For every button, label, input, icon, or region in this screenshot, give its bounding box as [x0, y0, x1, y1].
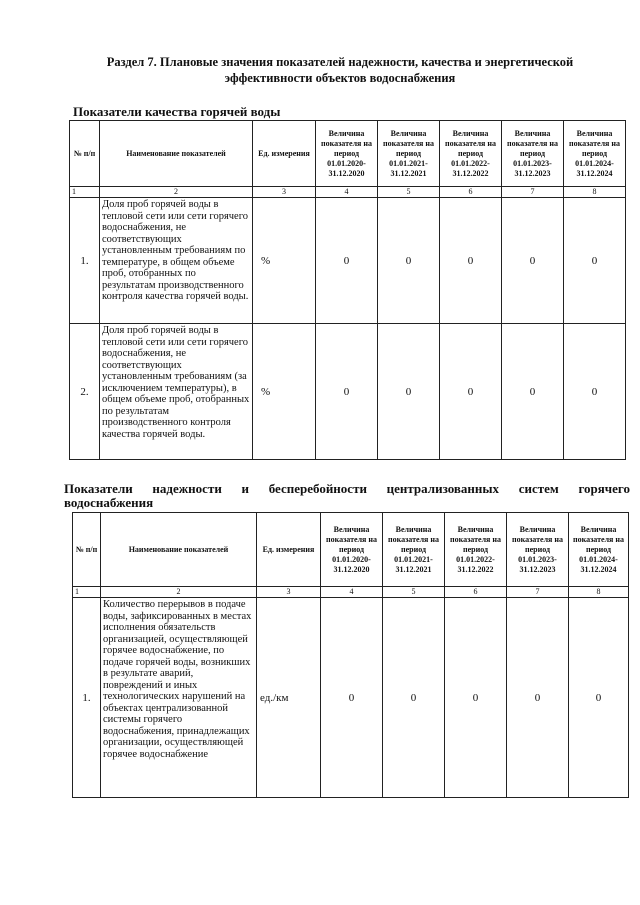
header-unit: Ед. измерения — [253, 121, 316, 187]
col-number: 1 — [73, 587, 101, 598]
row-value: 0 — [440, 324, 502, 460]
col-number: 7 — [507, 587, 569, 598]
page-title-line1: Раздел 7. Плановые значения показателей надежности, качества и энергетической — [106, 55, 574, 69]
table-row — [70, 198, 626, 324]
header-period: Величина показателя на период 01.01.2024-31.12.2024 — [564, 121, 626, 187]
header-name: Наименование показателей — [101, 513, 257, 587]
row-value: 0 — [383, 598, 445, 798]
section2-title — [64, 482, 630, 510]
page-title — [90, 54, 590, 86]
section2-title-word: и — [241, 481, 250, 496]
header-period: Величина показателя на период 01.01.2021-31.12.2021 — [383, 513, 445, 587]
col-number: 1 — [70, 187, 100, 198]
row-unit: % — [253, 198, 316, 324]
header-period: Величина показателя на период 01.01.2024-31.12.2024 — [569, 513, 629, 587]
row-value: 0 — [316, 324, 378, 460]
header-num: № п/п — [70, 121, 100, 187]
section1-title: Показатели качества горячей воды — [73, 104, 281, 119]
row-index: 1. — [73, 598, 101, 798]
col-number: 6 — [445, 587, 507, 598]
section2-title-word: систем — [518, 481, 559, 496]
col-number: 2 — [101, 587, 257, 598]
row-name: Доля проб горячей воды в тепловой сети или сети горячего водоснабжения, не соответствующих установленным требованиям (за исключением температуры), в общем объеме проб, отобранных по результатам производственного контроля качества горячей воды. — [100, 324, 253, 460]
col-number: 2 — [100, 187, 253, 198]
row-index: 1. — [70, 198, 100, 324]
table-row — [73, 598, 629, 798]
row-value: 0 — [564, 324, 626, 460]
col-number: 6 — [440, 187, 502, 198]
row-value: 0 — [569, 598, 629, 798]
section2-title-word: централизованных — [386, 481, 500, 496]
section2-title-word: надежности — [152, 481, 222, 496]
row-index: 2. — [70, 324, 100, 460]
row-value: 0 — [321, 598, 383, 798]
column-number-row — [70, 187, 626, 198]
section2-title-word: бесперебойности — [268, 481, 367, 496]
section2-title-line1 — [64, 482, 630, 496]
row-value: 0 — [440, 198, 502, 324]
col-number: 8 — [569, 587, 629, 598]
header-period: Величина показателя на период 01.01.2022-31.12.2022 — [440, 121, 502, 187]
header-name: Наименование показателей — [100, 121, 253, 187]
col-number: 8 — [564, 187, 626, 198]
row-name: Количество перерывов в подаче воды, зафиксированных в местах исполнения обязательств организацией, осуществляющей горячее водоснабжение, по подаче горячей воды, возникших в результате аварий, повреждений и иных технологических нарушений на объектах централизованной системы горячего водоснабжения, принадлежащих организации, осуществляющей горячее водоснабжение — [101, 598, 257, 798]
row-name: Доля проб горячей воды в тепловой сети или сети горячего водоснабжения, не соответствующих установленным требованиям по температуре, в общем объеме проб, отобранных по результатам производственного контроля качества горячей воды. — [100, 198, 253, 324]
header-period: Величина показателя на период 01.01.2023-31.12.2023 — [507, 513, 569, 587]
header-unit: Ед. измерения — [257, 513, 321, 587]
col-number: 7 — [502, 187, 564, 198]
section2-title-line2: водоснабжения — [64, 495, 154, 510]
header-period: Величина показателя на период 01.01.2023-31.12.2023 — [502, 121, 564, 187]
header-period: Величина показателя на период 01.01.2021-31.12.2021 — [378, 121, 440, 187]
header-row — [70, 121, 626, 187]
page-title-line2: эффективности объектов водоснабжения — [224, 71, 456, 85]
row-unit: % — [253, 324, 316, 460]
header-row — [73, 513, 629, 587]
row-value: 0 — [378, 198, 440, 324]
col-number: 3 — [257, 587, 321, 598]
row-value: 0 — [445, 598, 507, 798]
row-value: 0 — [316, 198, 378, 324]
col-number: 5 — [383, 587, 445, 598]
col-number: 4 — [321, 587, 383, 598]
table-row — [70, 324, 626, 460]
section2-title-word: горячего — [578, 481, 630, 496]
row-value: 0 — [564, 198, 626, 324]
column-number-row — [73, 587, 629, 598]
col-number: 5 — [378, 187, 440, 198]
col-number: 4 — [316, 187, 378, 198]
header-num: № п/п — [73, 513, 101, 587]
reliability-table — [72, 512, 629, 798]
header-period: Величина показателя на период 01.01.2022-31.12.2022 — [445, 513, 507, 587]
col-number: 3 — [253, 187, 316, 198]
row-value: 0 — [502, 198, 564, 324]
header-period: Величина показателя на период 01.01.2020-31.12.2020 — [321, 513, 383, 587]
row-unit: ед./км — [257, 598, 321, 798]
header-period: Величина показателя на период 01.01.2020-31.12.2020 — [316, 121, 378, 187]
quality-table — [69, 120, 626, 460]
row-value: 0 — [507, 598, 569, 798]
row-value: 0 — [502, 324, 564, 460]
row-value: 0 — [378, 324, 440, 460]
section2-title-word: Показатели — [64, 481, 133, 496]
